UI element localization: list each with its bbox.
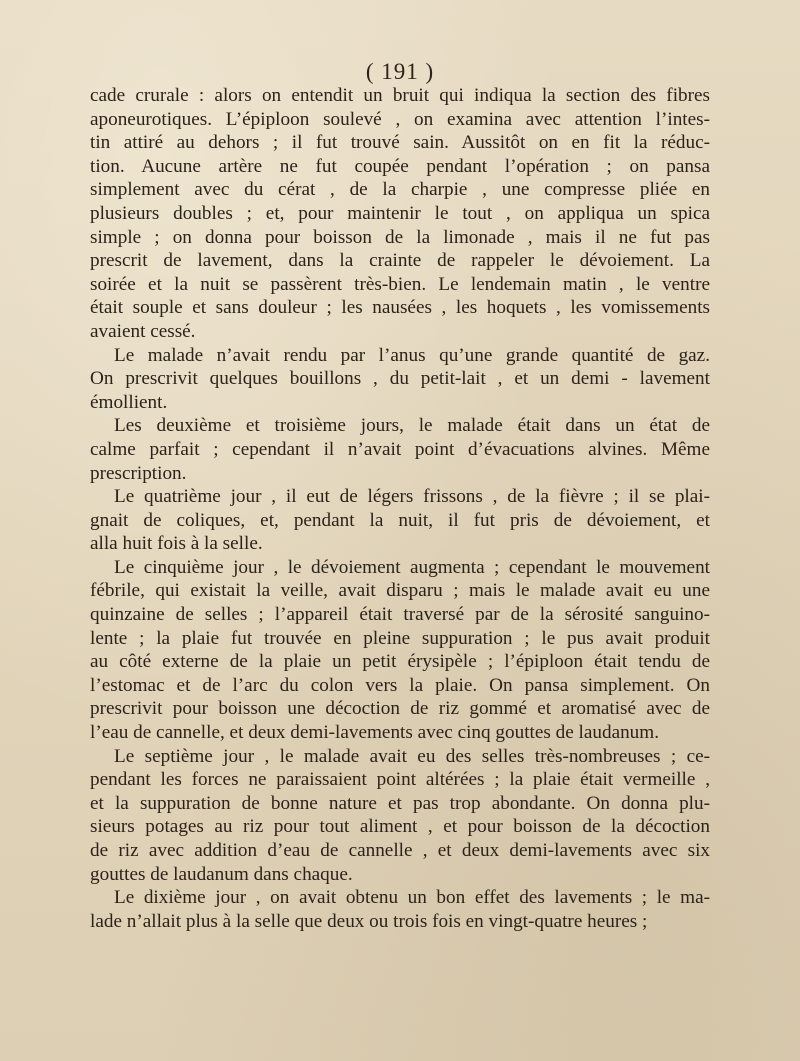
text-line: Le quatrième jour , il eut de légers frissons , de la fièvre ; il se plai- bbox=[114, 486, 710, 508]
text-line: avaient cessé. bbox=[90, 320, 196, 342]
text-line: Le cinquième jour , le dévoiement augmenta ; cependant le mouvement bbox=[114, 556, 710, 578]
text-line: alla huit fois à la selle. bbox=[90, 533, 263, 555]
text-line: l’eau de cannelle, et deux demi-lavements avec cinq gouttes de laudanum. bbox=[90, 722, 660, 744]
text-line: gouttes de laudanum dans chaque. bbox=[90, 863, 353, 885]
text-line: simple ; on donna pour boisson de la limonade , mais il ne fut pas bbox=[90, 226, 710, 248]
text-line: Le malade n’avait rendu par l’anus qu’une grande quantité de gaz. bbox=[114, 344, 710, 366]
text-line: fébrile, qui existait la veille, avait disparu ; mais le malade avait eu une bbox=[90, 580, 710, 602]
text-line: lade n’allait plus à la selle que deux ou trois fois en vingt-quatre heures ; bbox=[90, 910, 648, 932]
text-line: l’estomac et de l’arc du colon vers la plaie. On pansa simplement. On bbox=[90, 674, 710, 696]
text-line: cade crurale : alors on entendit un bruit qui indiqua la section des fibres bbox=[90, 85, 710, 106]
text-line: Le septième jour , le malade avait eu des selles très-nombreuses ; ce- bbox=[114, 745, 710, 767]
text-line: gnait de coliques, et, pendant la nuit, il fut pris de dévoiement, et bbox=[90, 509, 710, 531]
page-number: ( 191 ) bbox=[365, 59, 435, 84]
text-line: On prescrivit quelques bouillons , du petit-lait , et un demi - lavement bbox=[90, 368, 710, 390]
text-line: lente ; la plaie fut trouvée en pleine suppuration ; le pus avait produit bbox=[90, 627, 710, 649]
text-line: Le dixième jour , on avait obtenu un bon effet des lavements ; le ma- bbox=[114, 887, 710, 909]
text-line: de riz avec addition d’eau de cannelle , et deux demi-lavements avec six bbox=[90, 840, 710, 861]
text-line: soirée et la nuit se passèrent très-bien. Le lendemain matin , le ventre bbox=[90, 273, 710, 295]
text-line: émollient. bbox=[90, 391, 168, 413]
text-line: prescrit de lavement, dans la crainte de rappeler le dévoiement. La bbox=[90, 250, 710, 272]
text-line: calme parfait ; cependant il n’avait point d’évacuations alvines. Même bbox=[90, 438, 710, 460]
text-line: simplement avec du cérat , de la charpie , une compresse pliée en bbox=[90, 179, 710, 201]
text-line: aponeurotiques. L’épiploon soulevé , on examina avec attention l’intes- bbox=[90, 108, 710, 130]
text-line: quinzaine de selles ; l’appareil était traversé par de la sérosité sanguino- bbox=[90, 604, 710, 626]
text-line: prescrivit pour boisson une décoction de riz gommé et aromatisé avec de bbox=[90, 698, 710, 720]
body-text bbox=[90, 84, 710, 933]
text-line: plusieurs doubles ; et, pour maintenir le tout , on appliqua un spica bbox=[90, 202, 710, 224]
text-line: prescription. bbox=[90, 462, 187, 484]
text-line: tin attiré au dehors ; il fut trouvé sain. Aussitôt on en fit la réduc- bbox=[90, 132, 710, 154]
text-line: et la suppuration de bonne nature et pas trop abondante. On donna plu- bbox=[90, 792, 710, 814]
text-line: pendant les forces ne paraissaient point altérées ; la plaie était vermeille , bbox=[90, 769, 710, 791]
text-line: était souple et sans douleur ; les nausées , les hoquets , les vomissements bbox=[90, 297, 710, 319]
text-line: sieurs potages au riz pour tout aliment , et pour boisson de la décoction bbox=[90, 816, 710, 838]
text-line: Les deuxième et troisième jours, le malade était dans un état de bbox=[114, 415, 710, 437]
text-line: tion. Aucune artère ne fut coupée pendant l’opération ; on pansa bbox=[90, 155, 710, 177]
text-line: au côté externe de la plaie un petit érysipèle ; l’épiploon était tendu de bbox=[90, 651, 710, 673]
